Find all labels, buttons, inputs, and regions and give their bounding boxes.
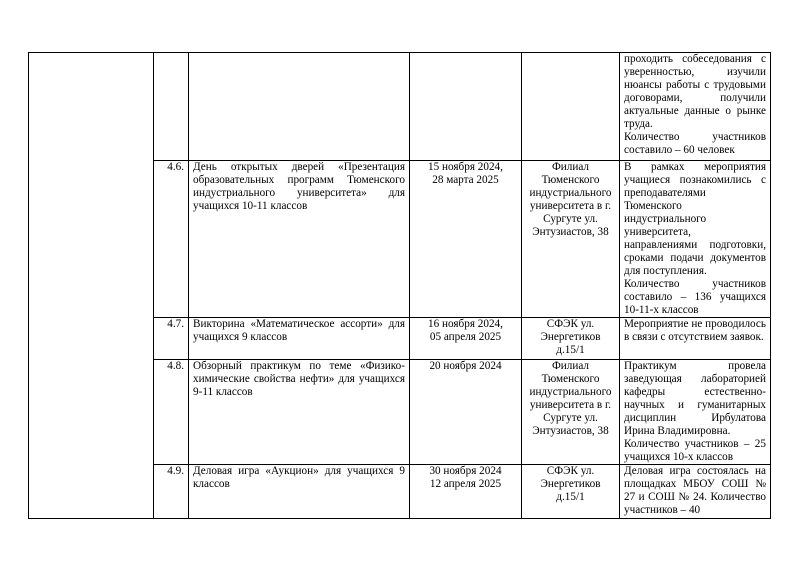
row-number	[154, 53, 189, 161]
result-text: Количество участников составило – 60 человек	[624, 131, 766, 156]
event-date	[410, 318, 522, 360]
event-name: Викторина «Математическое ассорти» для учащихся 9 классов	[189, 318, 410, 360]
event-place	[522, 53, 620, 161]
event-place: Филиал Тюменского индустриального университета в г. Сургуте ул. Энтузиастов, 38	[522, 360, 620, 465]
event-result	[620, 465, 771, 519]
event-date	[410, 360, 522, 465]
event-date	[410, 465, 522, 519]
event-place: СФЭК ул. Энергетиков д.15/1	[522, 465, 620, 519]
date-line: 20 ноября 2024	[429, 360, 502, 372]
event-date	[410, 53, 522, 161]
event-name: День открытых дверей «Презентация образовательных программ Тюменского индустриального университета» для учащихся 10-11 классов	[189, 161, 410, 318]
date-line: 30 ноября 2024 12 апреля 2025	[429, 465, 502, 490]
event-name	[189, 53, 410, 161]
event-place: СФЭК ул. Энергетиков д.15/1	[522, 318, 620, 360]
result-text: Количество участников – 25 учащихся 10-х классов	[624, 438, 766, 463]
event-result	[620, 360, 771, 465]
date-line: 16 ноября 2024, 05 апреля 2025	[428, 318, 503, 343]
event-name: Обзорный практикум по теме «Физико-химические свойства нефти» для учащихся 9-11 классов	[189, 360, 410, 465]
events-table	[28, 52, 771, 519]
row-number: 4.7.	[154, 318, 189, 360]
event-name: Деловая игра «Аукцион» для учащихся 9 классов	[189, 465, 410, 519]
merged-left-cell	[29, 53, 154, 519]
event-result	[620, 161, 771, 318]
table-row	[29, 53, 771, 161]
result-text: проходить собеседования с уверенностью, изучили нюансы работы с трудовыми договорами, получили актуальные данные о рынке труда.	[624, 53, 766, 130]
row-number: 4.9.	[154, 465, 189, 519]
event-place: Филиал Тюменского индустриального университета в г. Сургуте ул. Энтузиастов, 38	[522, 161, 620, 318]
event-result	[620, 318, 771, 360]
result-text: Количество участников составило – 136 учащихся 10-11-х классов	[624, 278, 766, 316]
result-text: Деловая игра состоялась на площадках МБОУ СОШ № 27 и СОШ № 24. Количество участников – 40	[624, 465, 766, 516]
row-number: 4.8.	[154, 360, 189, 465]
result-text: Практикум провела заведующая лабораторией кафедры естественно-научных и гуманитарных дисциплин Ирбулатова Ирина Владимировна.	[624, 360, 766, 437]
result-text: Мероприятие не проводилось в связи с отсутствием заявок.	[624, 318, 766, 343]
row-number: 4.6.	[154, 161, 189, 318]
date-line: 15 ноября 2024, 28 марта 2025	[428, 161, 503, 186]
event-result	[620, 53, 771, 161]
result-text: В рамках мероприятия учащиеся познакомились с преподавателями Тюменского индустриального университета, направлениями подготовки, сроками подачи документов для поступления.	[624, 161, 766, 277]
event-date	[410, 161, 522, 318]
